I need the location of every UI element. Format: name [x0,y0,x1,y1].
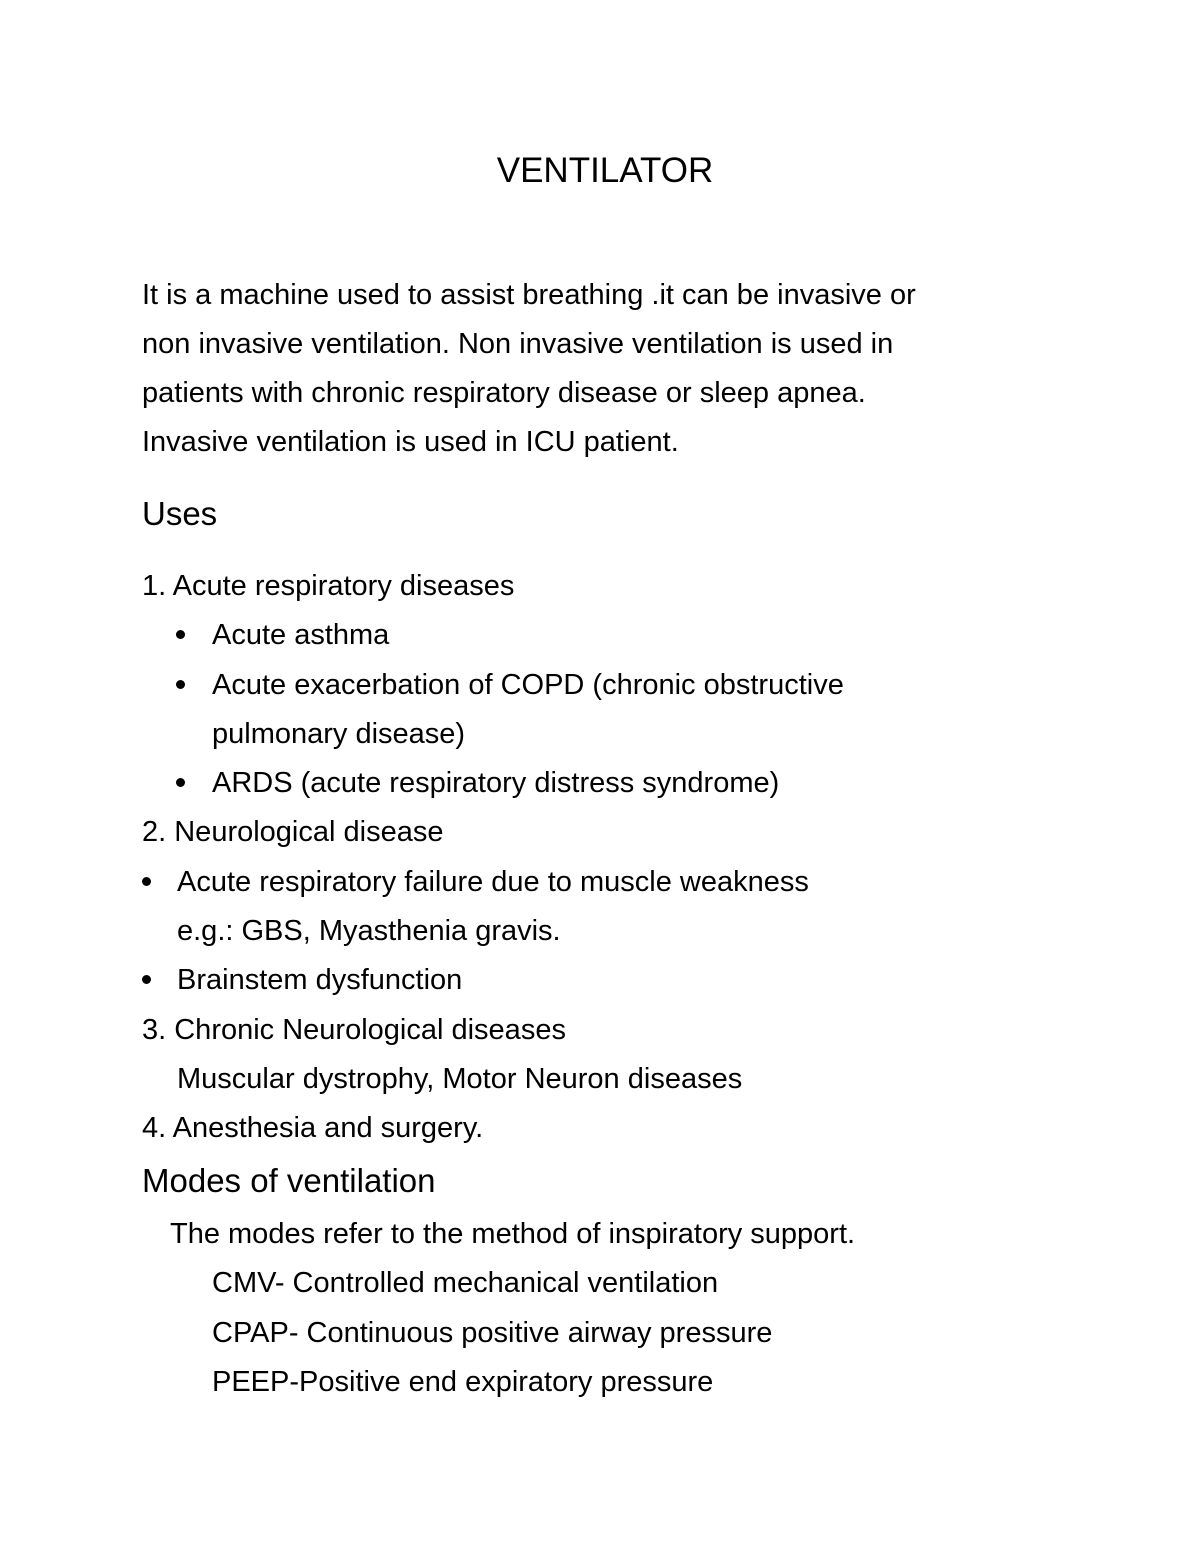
modes-item-cmv: CMV- Controlled mechanical ventilation [212,1267,719,1299]
bullet-dot-icon [142,975,151,984]
uses-item-1-bullet-2: Acute exacerbation of COPD (chronic obstructive [212,669,844,701]
modes-heading: Modes of ventilation [142,1162,436,1199]
bullet-dot-icon [176,630,185,639]
uses-item-2: 2. Neurological disease [142,816,444,848]
modes-description: The modes refer to the method of inspiratory support. [170,1218,856,1250]
uses-item-3-detail: Muscular dystrophy, Motor Neuron diseases [177,1063,743,1095]
document-title: VENTILATOR [496,151,714,190]
intro-line-2: non invasive ventilation. Non invasive ventilation is used in [142,328,894,360]
intro-line-1: It is a machine used to assist breathing .it can be invasive or [142,279,916,311]
uses-item-2-bullet-2: Brainstem dysfunction [177,964,463,996]
uses-item-3: 3. Chronic Neurological diseases [142,1014,566,1046]
intro-line-4: Invasive ventilation is used in ICU patient. [142,426,679,458]
bullet-dot-icon [176,680,185,689]
modes-item-cpap: CPAP- Continuous positive airway pressure [212,1317,773,1349]
uses-heading: Uses [142,495,218,532]
modes-item-peep: PEEP-Positive end expiratory pressure [212,1366,714,1398]
intro-line-3: patients with chronic respiratory disease or sleep apnea. [142,377,866,409]
uses-item-1-bullet-1: Acute asthma [212,619,390,651]
bullet-dot-icon [176,778,185,787]
bullet-dot-icon [142,877,151,886]
uses-item-2-bullet-1-cont: e.g.: GBS, Myasthenia gravis. [177,915,561,947]
uses-item-1-bullet-3: ARDS (acute respiratory distress syndrome) [212,767,780,799]
uses-item-2-bullet-1: Acute respiratory failure due to muscle weakness [177,866,809,898]
uses-item-1: 1. Acute respiratory diseases [142,570,515,602]
uses-item-4: 4. Anesthesia and surgery. [142,1112,484,1144]
uses-item-1-bullet-2-cont: pulmonary disease) [212,718,466,750]
